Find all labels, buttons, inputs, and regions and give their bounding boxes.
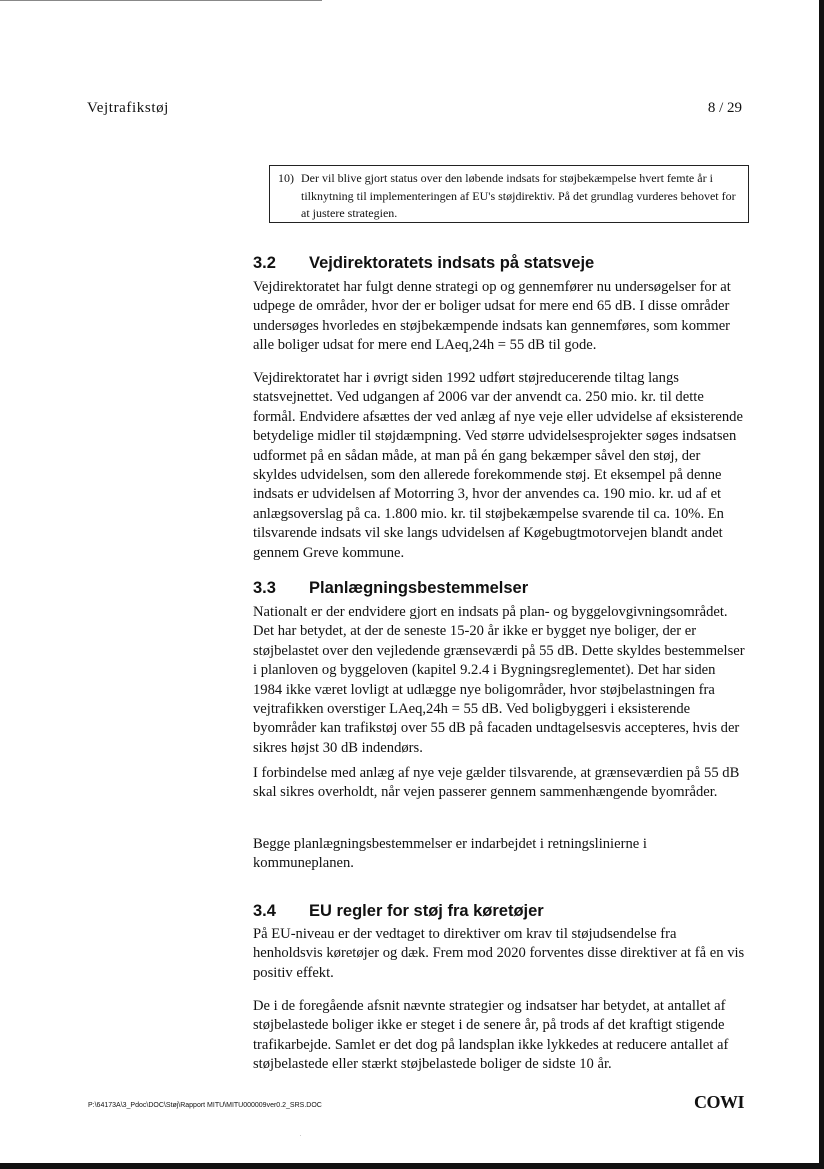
paragraph: De i de foregående afsnit nævnte strategier og indsatser har betydet, at antallet af støjbelastede boliger ikke er steget i de senere år, på trods af det kraftigt stigende trafikarbejde. Samlet er det dog på landsplan ikke lykkedes at reducere antallet af støjbelastede eller stærkt støjbelastede boliger de sidste 10 år.	[253, 998, 729, 1073]
page-number: 8 / 29	[707, 100, 742, 116]
cowi-logo: COWI	[693, 1092, 744, 1112]
note-number: 10)	[278, 171, 294, 185]
footer-file-path: P:\64173A\3_Pdoc\DOC\Støj\Rapport MITU\MITU000009ver0.2_SRS.DOC	[88, 1102, 322, 1109]
section-number: 3.2	[253, 254, 276, 272]
scan-top-line	[0, 0, 322, 1]
scan-speck	[300, 1135, 301, 1136]
scan-border-right	[819, 0, 824, 1169]
paragraph: Vejdirektoratet har i øvrigt siden 1992 udført støjreducerende tiltag langs statsvejnettet. Ved udgangen af 2006 var der anvendt ca. 250 mio. kr. til dette formål. Endvidere afsættes der ved anlæg af nye veje eller udvidelse af eksisterende betydelige midler til støjdæmpning. Ved større udvidelsesprojekter søges indsatsen udformet på en sådan måde, at man på én gang bekæmper såvel den støj, der skyldes udvidelsen, som den allerede forekommende støj. Et eksempel på denne indsats er udvidelsen af Motorring 3, hvor der anvendes ca. 190 mio. kr. ud af et anlægsoverslag på ca. 1.800 mio. kr. til støjbekæmpelse svarende til ca. 10%. En tilsvarende indsats vil ske langs udvidelsen af Køgebugtmotorvejen blandt andet gennem Greve kommune.	[253, 370, 743, 561]
scan-border-bottom	[0, 1163, 824, 1169]
section-heading-3-3	[253, 579, 528, 598]
section-number: 3.4	[253, 902, 276, 920]
section-title: Vejdirektoratets indsats på statsveje	[309, 254, 595, 272]
paragraph: Vejdirektoratet har fulgt denne strategi op og gennemfører nu undersøgelser for at udpege de områder, hvor der er boliger udsat for mere end 65 dB. I disse områder undersøges hvorledes en støjbekæmpende indsats kan gennemføres, som kommer alle boliger udsat for mere end LAeq,24h = 55 dB til gode.	[253, 279, 731, 354]
section-number: 3.3	[253, 579, 276, 597]
paragraph: Begge planlægningsbestemmelser er indarbejdet i retningslinierne i kommuneplanen.	[253, 836, 647, 872]
paragraph: På EU-niveau er der vedtaget to direktiver om krav til støjudsendelse fra henholdsvis køretøjer og dæk. Frem mod 2020 forventes disse direktiver at få en vis positiv effekt.	[253, 926, 745, 981]
paragraph: Nationalt er der endvidere gjort en indsats på plan- og byggelovgivningsområdet. Det har betydet, at der de seneste 15-20 år ikke er bygget nye boliger, der er støjbelastet over den vejledende grænseværdi på 55 dB. Dette skyldes bestemmelser i planloven og byggeloven (kapitel 9.2.4 i Bygningsreglementet). Det har siden 1984 ikke været lovligt at udlægge nye boligområder, hvor støjbelastningen fra vejtrafikken overstiger LAeq,24h = 55 dB. Ved boligbyggeri i eksisterende byområder kan trafikstøj over 55 dB på facaden undtagelsesvis accepteres, hvis der sikres højst 30 dB indendørs.	[253, 604, 745, 756]
note-text: Der vil blive gjort status over den løbende indsats for støjbekæmpelse hvert femte år i tilknytning til implementeringen af EU's støjdirektiv. På det grundlag vurderes behovet for at justere strategien.	[301, 171, 736, 220]
running-header-title: Vejtrafikstøj	[87, 100, 169, 116]
section-title: EU regler for støj fra køretøjer	[309, 902, 544, 920]
section-heading-3-4	[253, 902, 544, 921]
section-title: Planlægningsbestemmelser	[309, 579, 529, 597]
strategy-note-box	[269, 165, 749, 223]
paragraph: I forbindelse med anlæg af nye veje gælder tilsvarende, at grænseværdien på 55 dB skal sikres overholdt, når vejen passerer gennem sammenhængende byområder.	[253, 765, 740, 801]
section-heading-3-2	[253, 254, 594, 273]
